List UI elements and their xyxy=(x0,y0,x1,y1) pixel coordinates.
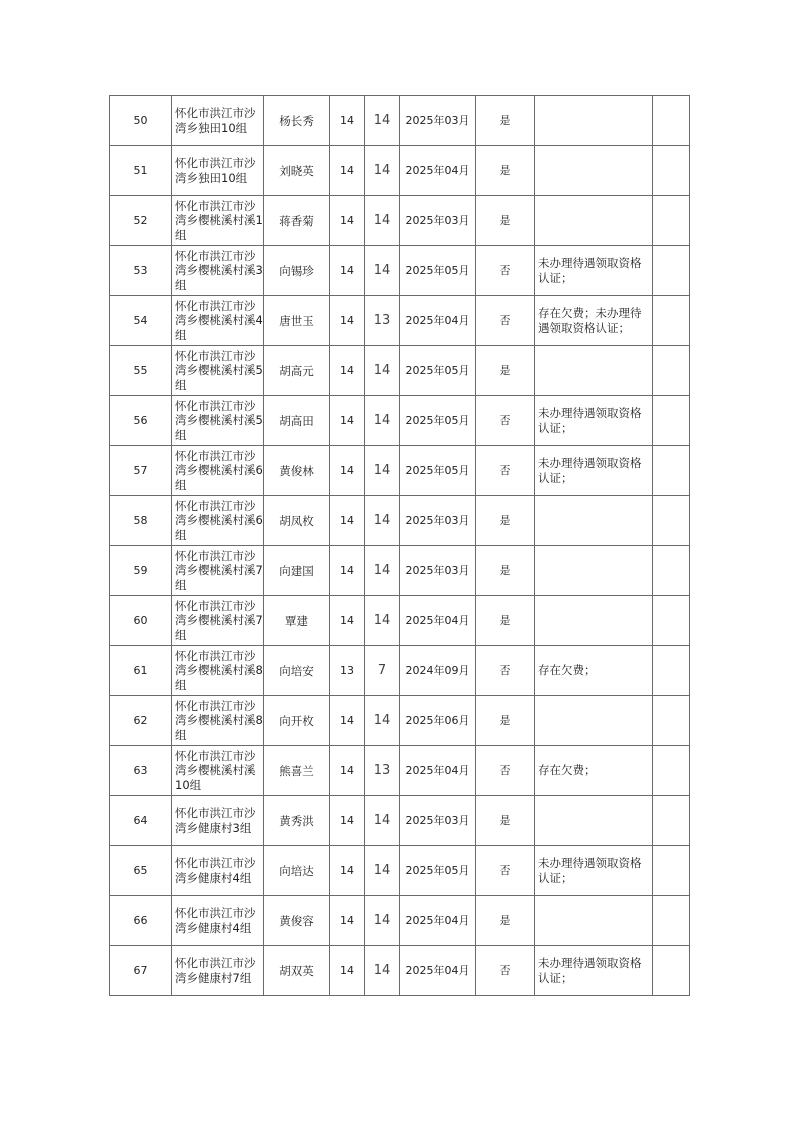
row-number-cell: 61 xyxy=(110,646,172,696)
count-a-cell: 13 xyxy=(330,646,365,696)
row-number-cell: 50 xyxy=(110,96,172,146)
status-cell: 是 xyxy=(476,596,535,646)
table-row xyxy=(110,196,690,246)
table-row xyxy=(110,796,690,846)
person-name-cell: 唐世玉 xyxy=(264,296,330,346)
count-a-cell: 14 xyxy=(330,96,365,146)
month-cell: 2025年03月 xyxy=(400,546,476,596)
person-name-cell: 黄俊林 xyxy=(264,446,330,496)
count-b-cell: 14 xyxy=(365,846,400,896)
table-row xyxy=(110,896,690,946)
count-a-cell: 14 xyxy=(330,746,365,796)
count-b-cell: 14 xyxy=(365,196,400,246)
count-b-cell: 14 xyxy=(365,146,400,196)
month-cell: 2025年04月 xyxy=(400,946,476,996)
status-cell: 是 xyxy=(476,496,535,546)
address-cell: 怀化市洪江市沙湾乡樱桃溪村溪3组 xyxy=(172,246,264,296)
address-cell: 怀化市洪江市沙湾乡健康村3组 xyxy=(172,796,264,846)
month-cell: 2025年04月 xyxy=(400,296,476,346)
address-cell: 怀化市洪江市沙湾乡樱桃溪村溪5组 xyxy=(172,396,264,446)
note-cell xyxy=(535,496,653,546)
extra-cell xyxy=(653,346,690,396)
row-number-cell: 60 xyxy=(110,596,172,646)
month-cell: 2025年04月 xyxy=(400,896,476,946)
month-cell: 2025年05月 xyxy=(400,396,476,446)
table-row xyxy=(110,496,690,546)
count-b-cell: 14 xyxy=(365,396,400,446)
address-cell: 怀化市洪江市沙湾乡樱桃溪村溪4组 xyxy=(172,296,264,346)
note-cell: 未办理待遇领取资格认证； xyxy=(535,446,653,496)
note-cell: 未办理待遇领取资格认证； xyxy=(535,846,653,896)
address-cell: 怀化市洪江市沙湾乡樱桃溪村溪1组 xyxy=(172,196,264,246)
row-number-cell: 51 xyxy=(110,146,172,196)
count-b-cell: 14 xyxy=(365,596,400,646)
note-cell xyxy=(535,346,653,396)
row-number-cell: 64 xyxy=(110,796,172,846)
note-cell: 存在欠费； xyxy=(535,646,653,696)
note-cell: 未办理待遇领取资格认证； xyxy=(535,396,653,446)
address-cell: 怀化市洪江市沙湾乡樱桃溪村溪5组 xyxy=(172,346,264,396)
extra-cell xyxy=(653,596,690,646)
table-row xyxy=(110,446,690,496)
table-row xyxy=(110,396,690,446)
count-a-cell: 14 xyxy=(330,946,365,996)
address-cell: 怀化市洪江市沙湾乡健康村7组 xyxy=(172,946,264,996)
extra-cell xyxy=(653,896,690,946)
address-cell: 怀化市洪江市沙湾乡樱桃溪村溪8组 xyxy=(172,646,264,696)
address-cell: 怀化市洪江市沙湾乡樱桃溪村溪6组 xyxy=(172,446,264,496)
count-a-cell: 14 xyxy=(330,146,365,196)
row-number-cell: 53 xyxy=(110,246,172,296)
month-cell: 2025年04月 xyxy=(400,596,476,646)
address-cell: 怀化市洪江市沙湾乡樱桃溪村溪6组 xyxy=(172,496,264,546)
status-cell: 否 xyxy=(476,246,535,296)
records-table xyxy=(109,95,690,996)
person-name-cell: 刘晓英 xyxy=(264,146,330,196)
table-row xyxy=(110,846,690,896)
extra-cell xyxy=(653,96,690,146)
table-body xyxy=(110,96,690,996)
row-number-cell: 57 xyxy=(110,446,172,496)
count-a-cell: 14 xyxy=(330,246,365,296)
note-cell xyxy=(535,96,653,146)
table-row xyxy=(110,696,690,746)
note-cell xyxy=(535,196,653,246)
month-cell: 2025年04月 xyxy=(400,146,476,196)
person-name-cell: 向建国 xyxy=(264,546,330,596)
count-b-cell: 7 xyxy=(365,646,400,696)
address-cell: 怀化市洪江市沙湾乡独田10组 xyxy=(172,146,264,196)
row-number-cell: 54 xyxy=(110,296,172,346)
status-cell: 否 xyxy=(476,646,535,696)
note-cell: 未办理待遇领取资格认证； xyxy=(535,246,653,296)
person-name-cell: 熊喜兰 xyxy=(264,746,330,796)
status-cell: 否 xyxy=(476,296,535,346)
count-a-cell: 14 xyxy=(330,796,365,846)
person-name-cell: 向开枚 xyxy=(264,696,330,746)
extra-cell xyxy=(653,146,690,196)
table-row xyxy=(110,596,690,646)
month-cell: 2025年05月 xyxy=(400,446,476,496)
status-cell: 否 xyxy=(476,746,535,796)
note-cell xyxy=(535,896,653,946)
table-row xyxy=(110,96,690,146)
month-cell: 2025年05月 xyxy=(400,346,476,396)
address-cell: 怀化市洪江市沙湾乡樱桃溪村溪10组 xyxy=(172,746,264,796)
extra-cell xyxy=(653,196,690,246)
count-b-cell: 14 xyxy=(365,446,400,496)
status-cell: 否 xyxy=(476,446,535,496)
note-cell xyxy=(535,146,653,196)
row-number-cell: 58 xyxy=(110,496,172,546)
count-a-cell: 14 xyxy=(330,396,365,446)
extra-cell xyxy=(653,696,690,746)
count-b-cell: 14 xyxy=(365,546,400,596)
status-cell: 是 xyxy=(476,96,535,146)
address-cell: 怀化市洪江市沙湾乡健康村4组 xyxy=(172,896,264,946)
month-cell: 2025年04月 xyxy=(400,746,476,796)
extra-cell xyxy=(653,646,690,696)
row-number-cell: 62 xyxy=(110,696,172,746)
table-row xyxy=(110,646,690,696)
month-cell: 2025年03月 xyxy=(400,496,476,546)
status-cell: 是 xyxy=(476,896,535,946)
note-cell: 存在欠费；未办理待遇领取资格认证； xyxy=(535,296,653,346)
person-name-cell: 蒋香菊 xyxy=(264,196,330,246)
count-b-cell: 13 xyxy=(365,746,400,796)
person-name-cell: 黄俊容 xyxy=(264,896,330,946)
extra-cell xyxy=(653,296,690,346)
status-cell: 是 xyxy=(476,796,535,846)
count-a-cell: 14 xyxy=(330,296,365,346)
status-cell: 否 xyxy=(476,946,535,996)
person-name-cell: 杨长秀 xyxy=(264,96,330,146)
count-a-cell: 14 xyxy=(330,896,365,946)
count-a-cell: 14 xyxy=(330,446,365,496)
extra-cell xyxy=(653,846,690,896)
person-name-cell: 胡高元 xyxy=(264,346,330,396)
count-b-cell: 14 xyxy=(365,246,400,296)
row-number-cell: 65 xyxy=(110,846,172,896)
month-cell: 2025年06月 xyxy=(400,696,476,746)
count-a-cell: 14 xyxy=(330,596,365,646)
status-cell: 是 xyxy=(476,146,535,196)
status-cell: 否 xyxy=(476,846,535,896)
extra-cell xyxy=(653,396,690,446)
table-row xyxy=(110,246,690,296)
row-number-cell: 66 xyxy=(110,896,172,946)
status-cell: 是 xyxy=(476,346,535,396)
person-name-cell: 胡凤枚 xyxy=(264,496,330,546)
table-row xyxy=(110,146,690,196)
row-number-cell: 59 xyxy=(110,546,172,596)
table-row xyxy=(110,546,690,596)
table-row xyxy=(110,296,690,346)
month-cell: 2024年09月 xyxy=(400,646,476,696)
person-name-cell: 胡双英 xyxy=(264,946,330,996)
count-a-cell: 14 xyxy=(330,846,365,896)
count-b-cell: 14 xyxy=(365,946,400,996)
note-cell: 未办理待遇领取资格认证； xyxy=(535,946,653,996)
count-a-cell: 14 xyxy=(330,546,365,596)
status-cell: 是 xyxy=(476,196,535,246)
table-row xyxy=(110,946,690,996)
person-name-cell: 向锡珍 xyxy=(264,246,330,296)
address-cell: 怀化市洪江市沙湾乡樱桃溪村溪7组 xyxy=(172,596,264,646)
month-cell: 2025年03月 xyxy=(400,196,476,246)
month-cell: 2025年05月 xyxy=(400,246,476,296)
count-a-cell: 14 xyxy=(330,696,365,746)
person-name-cell: 向培达 xyxy=(264,846,330,896)
extra-cell xyxy=(653,746,690,796)
address-cell: 怀化市洪江市沙湾乡独田10组 xyxy=(172,96,264,146)
count-b-cell: 14 xyxy=(365,796,400,846)
row-number-cell: 55 xyxy=(110,346,172,396)
person-name-cell: 覃建 xyxy=(264,596,330,646)
count-b-cell: 14 xyxy=(365,896,400,946)
count-a-cell: 14 xyxy=(330,346,365,396)
note-cell xyxy=(535,796,653,846)
count-b-cell: 14 xyxy=(365,496,400,546)
extra-cell xyxy=(653,946,690,996)
row-number-cell: 63 xyxy=(110,746,172,796)
note-cell xyxy=(535,546,653,596)
note-cell: 存在欠费； xyxy=(535,746,653,796)
count-a-cell: 14 xyxy=(330,496,365,546)
count-a-cell: 14 xyxy=(330,196,365,246)
extra-cell xyxy=(653,246,690,296)
person-name-cell: 向培安 xyxy=(264,646,330,696)
note-cell xyxy=(535,596,653,646)
row-number-cell: 52 xyxy=(110,196,172,246)
row-number-cell: 67 xyxy=(110,946,172,996)
count-b-cell: 13 xyxy=(365,296,400,346)
status-cell: 否 xyxy=(476,396,535,446)
note-cell xyxy=(535,696,653,746)
status-cell: 是 xyxy=(476,696,535,746)
person-name-cell: 黄秀洪 xyxy=(264,796,330,846)
address-cell: 怀化市洪江市沙湾乡健康村4组 xyxy=(172,846,264,896)
month-cell: 2025年05月 xyxy=(400,846,476,896)
table-row xyxy=(110,346,690,396)
count-b-cell: 14 xyxy=(365,346,400,396)
count-b-cell: 14 xyxy=(365,96,400,146)
table-row xyxy=(110,746,690,796)
person-name-cell: 胡高田 xyxy=(264,396,330,446)
extra-cell xyxy=(653,546,690,596)
extra-cell xyxy=(653,496,690,546)
month-cell: 2025年03月 xyxy=(400,96,476,146)
address-cell: 怀化市洪江市沙湾乡樱桃溪村溪7组 xyxy=(172,546,264,596)
extra-cell xyxy=(653,446,690,496)
extra-cell xyxy=(653,796,690,846)
address-cell: 怀化市洪江市沙湾乡樱桃溪村溪8组 xyxy=(172,696,264,746)
row-number-cell: 56 xyxy=(110,396,172,446)
month-cell: 2025年03月 xyxy=(400,796,476,846)
status-cell: 是 xyxy=(476,546,535,596)
count-b-cell: 14 xyxy=(365,696,400,746)
